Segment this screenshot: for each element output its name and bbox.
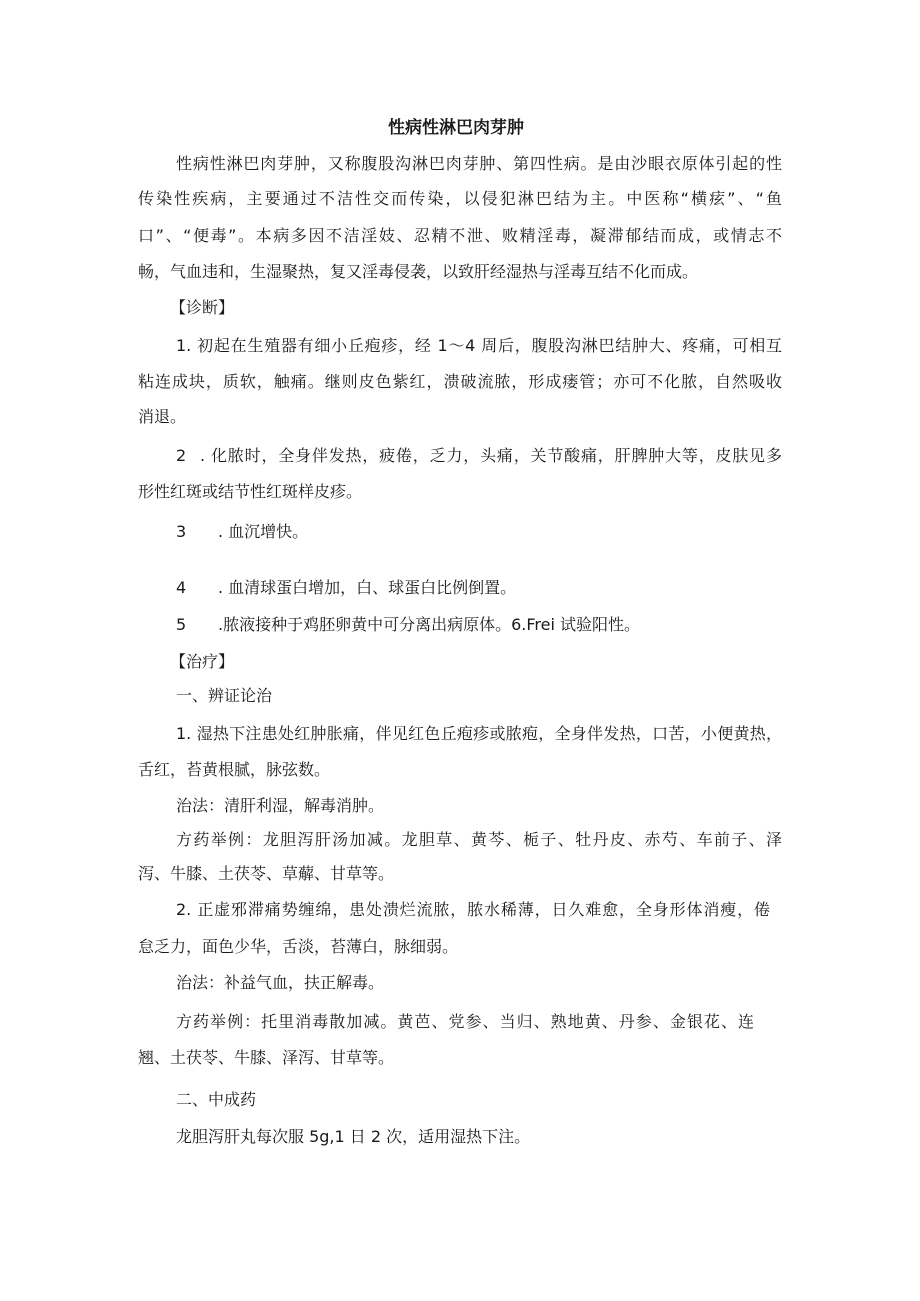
diagnosis-item-1-line-2: 粘连成块，质软，触痛。继则皮色紫红，溃破流脓，形成瘘管；亦可不化脓，自然吸收 (138, 372, 782, 391)
pattern-2-line-2: 怠乏力，面色少华，舌淡，苔薄白，脉细弱。 (138, 937, 459, 956)
pattern-2-method: 治法：补益气血，扶正解毒。 (176, 973, 385, 992)
diagnosis-item-5-text: .脓液接种于鸡胚卵黄中可分离出病原体。6.Frei 试验阳性。 (218, 615, 640, 634)
pattern-1-line-1: 1. 湿热下注患处红肿胀痛，伴见红色丘疱疹或脓疱，全身伴发热，口苦，小便黄热， (176, 724, 782, 743)
pattern-1-prescription-line-2: 泻、牛膝、土茯苓、草薢、甘草等。 (138, 864, 395, 883)
pattern-2-prescription-line-2: 翘、土茯苓、牛膝、泽泻、甘草等。 (138, 1048, 395, 1067)
diagnosis-item-3-text: . 血沉增快。 (218, 522, 309, 541)
pattern-1-line-2: 舌红，苔黄根腻，脉弦数。 (138, 760, 331, 779)
intro-line-2: 传染性疾病，主要通过不洁性交而传染，以侵犯淋巴结为主。中医称“横痃”、“鱼 (138, 189, 782, 208)
diagnosis-item-4-number: 4 (176, 578, 187, 597)
pattern-2-prescription-line-1: 方药举例：托里消毒散加减。黄芭、党参、当归、熟地黄、丹参、金银花、连 (176, 1012, 754, 1031)
intro-line-1: 性病性淋巴肉芽肿，又称腹股沟淋巴肉芽肿、第四性病。是由沙眼衣原体引起的性 (176, 154, 782, 173)
diagnosis-item-1-line-3: 消退。 (138, 407, 187, 426)
diagnosis-item-2-line-2: 形性红斑或结节性红斑样皮疹。 (138, 482, 363, 501)
diagnosis-item-3-number: 3 (176, 522, 187, 541)
diagnosis-heading: 【诊断】 (170, 298, 235, 317)
intro-line-3: 口”、“便毒”。本病多因不洁淫妓、忍精不泄、败精淫毒，凝滞郁结而成，或情志不 (138, 226, 782, 245)
patent-medicine-line: 龙胆泻肝丸每次服 5g,1 日 2 次，适用湿热下注。 (176, 1127, 531, 1146)
page-title: 性病性淋巴肉芽肿 (388, 118, 524, 138)
diagnosis-item-4-text: . 血清球蛋白增加，白、球蛋白比例倒置。 (218, 578, 517, 597)
diagnosis-item-2-number: 2 (176, 446, 187, 465)
intro-line-4: 畅，气血违和，生湿聚热，复又淫毒侵袭，以致肝经湿热与淫毒互结不化而成。 (138, 262, 699, 281)
diagnosis-item-1-line-1: 1. 初起在生殖器有细小丘疱疹，经 1～4 周后，腹股沟淋巴结肿大、疼痛，可相互 (176, 336, 782, 355)
diagnosis-item-5-number: 5 (176, 615, 187, 634)
section-1-heading: 一、辨证论治 (176, 686, 273, 705)
diagnosis-item-2-line-1: . 化脓时，全身伴发热，疲倦，乏力，头痛，关节酸痛，肝脾肿大等，皮肤见多 (200, 446, 782, 465)
treatment-heading: 【治疗】 (170, 652, 235, 671)
section-2-heading: 二、中成药 (176, 1090, 257, 1109)
pattern-1-prescription-line-1: 方药举例：龙胆泻肝汤加减。龙胆草、黄芩、栀子、牡丹皮、赤芍、车前子、泽 (176, 830, 782, 849)
pattern-1-method: 治法：清肝利湿，解毒消肿。 (176, 796, 385, 815)
pattern-2-line-1: 2. 正虚邪滞痛势缠绵，患处溃烂流脓，脓水稀薄，日久难愈，全身形体消瘦，倦 (176, 900, 770, 919)
